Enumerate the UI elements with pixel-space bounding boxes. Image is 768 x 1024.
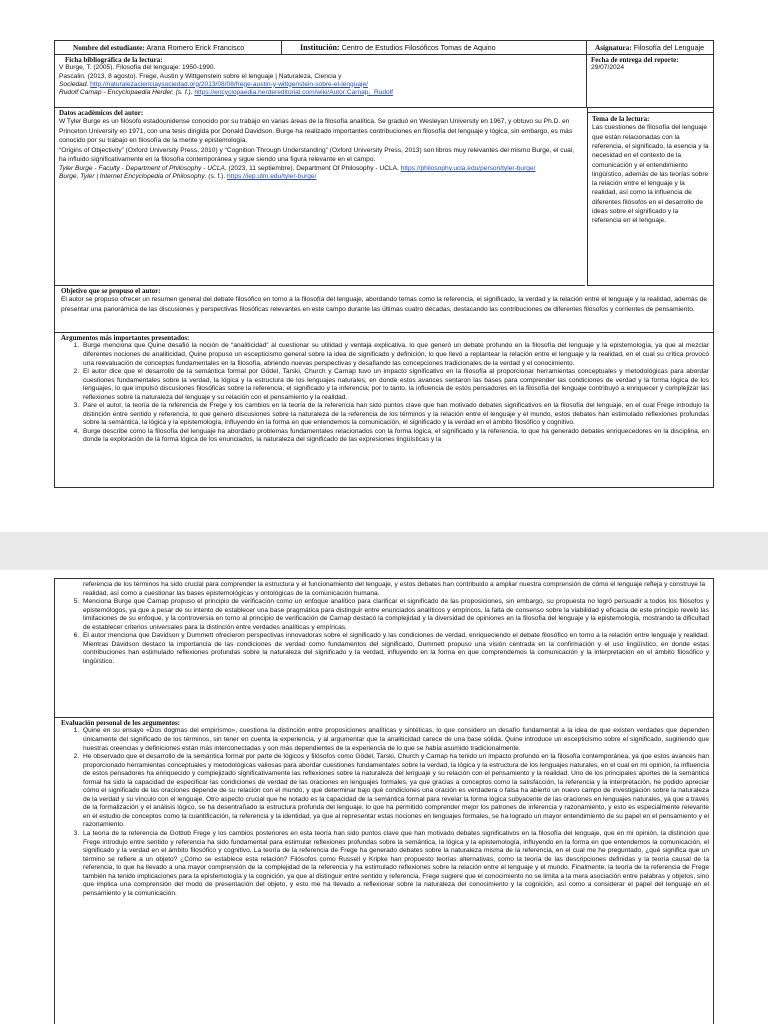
ficha-ref-1 (59, 64, 582, 72)
ficha-ref-1-text: V Burge, T. (2005). Filosofía del lenguaje: 1950-1990. (59, 64, 216, 72)
ficha-ref-4-link[interactable]: https://encyclopaedia.herdereditorial.com/wiki/Autor:Carnap,_Rudolf (194, 88, 394, 96)
report-form-page-1 (54, 40, 714, 488)
ficha-ref-3 (59, 81, 582, 89)
argumento-item-6: 6. El autor menciona que Davidson y Dummett ofrecieron perspectivas innovadoras sobre el significado y las condiciones de verdad, enriqueciendo el debate filosófico en torno a la relación entre lenguaje y realidad. Mientras Davidson destacó la importancia de las condiciones de verdad como fundamentos del significado, Dummett propuso una visión centrada en la confirmación y el uso lingüístico, en donde estas contribuciones han estimulado reflexiones profundas sobre la naturaleza del significado y la verdad, influyendo en la forma en que comprendemos la comunicación y la interpretación en el ámbito filosófico y lingüístico. (81, 632, 709, 666)
evaluacion-item-2: 2. He observado que el desarrollo de la semántica formal por parte de lógicos y filósofos como Gödel, Tarski, Church y Carnap ha tenido un impacto profundo en la filosofía contemporánea, ya que estos avances han proporcionado herramientas conceptuales y metodológicas valiosas para abordar cuestiones fundamentales sobre la verdad, la lógica y la estructura de los lenguajes naturales, en el cual en mi opinión, la influencia de estos pensadores ha enriquecido y complejizado significativamente las reflexiones sobre la naturaleza del lenguaje y su relación con el pensamiento y la realidad. Uno de los principales aportes de la semántica formal ha sido la capacidad de especificar las condiciones de verdad de las oraciones en lenguajes formales, ya que gracias a conceptos como la satisfacción, la referencia y la interpretación, he podido apreciar cómo el significado de las oraciones depende de su relación con el mundo, y que determinar bajo qué condiciones una oración es verdadera o falsa ha abierto un nuevo campo de investigación sobre la naturaleza de la verdad y su vínculo con el lenguaje. Otro aspecto crucial que he notado es la capacidad de la semántica formal para revelar la forma lógica subyacente de las oraciones en lenguajes naturales, ya que a través de la formalización y el análisis lógico, se ha desentrañado la estructura profunda del lenguaje, lo que ha permitido comprender mejor los patrones de inferencia y razonamiento, y esto es especialmente relevante en el estudio de conceptos como la cuantificación, la referencia y la identidad, ya que al representar estas nociones en lenguajes formales, se ha logrado un mayor entendimiento de su papel en el pensamiento y el razonamiento. (81, 753, 709, 830)
argumento-item-3: 3. Pare el autor, la teoría de la referencia de Frege y los cambios en la teoría de la referencia han sido puntos clave que han motivado debates significativos en la filosofía del lenguaje, en el cual Frege introdujo la distinción entre sentido y referencia, lo que generó discusiones sobre la naturaleza de la referencia de los términos y la relación entre el lenguaje y el mundo, estos debates han estimulado reflexiones profundas sobre la semántica, la lógica y la epistemología, influyendo en la forma en que entendemos la comunicación, el significado y la verdad en el ámbito filosófico y cognitivo. (81, 402, 709, 428)
document-page-2 (0, 570, 768, 1024)
datos-ref-1-title: Tyler Burge - Faculty - Department of Philosophy - UCLA (59, 164, 225, 172)
argumento-item-4: 4. Burge describe como la filosofía del lenguaje ha abordado problemas fundamentales relacionados con la forma lógica, el significado y la referencia, lo que ha generado debates enriquecedores en la disciplina, en donde la exploración de la forma lógica de los enunciados, la naturaleza del significado de las expresiones lingüísticas y la (81, 428, 709, 445)
objetivo-text: El autor se propuso ofrecer un resumen general del debate filosófico en torno a la filosofía del lenguaje, abordando temas como la referencia, el significado, la verdad y la relación entre el lenguaje y la realidad, además de presentar una panorámica de las discusiones y perspectivas filosóficas relevantes en este campo durante las últimas cuatro décadas, destacando las contribuciones de diferentes filósofos y corrientes de pensamiento. (61, 296, 707, 313)
objetivo-cell (55, 286, 713, 332)
ficha-ref-4 (59, 89, 582, 97)
student-cell (55, 41, 282, 54)
datos-bio: W Tyler Burge es un filósofo estadounidense conocido por su trabajo en varias áreas de la filosofía analítica. Se graduó en Wesleyan University en 1967, y obtuvo su Ph.D. en Princeton University en 1971, con una tesis dirigida por Donald Davidson. Burge ha realizado importantes contribuciones en filosofía del lenguaje y lógica, sin embargo, es más conocido por su trabajo en filosofía de la mente y epistemología. (59, 118, 573, 145)
header-row (55, 41, 713, 55)
datos-ref-2-title: Burge, Tyler | Internet Encyclopedia of Philosophy (59, 173, 205, 180)
evaluacion-row (55, 718, 713, 1024)
tema-cell (587, 108, 713, 286)
argumentos-continued-row (55, 579, 713, 718)
datos-ref-1-link[interactable]: https://philosophy.ucla.edu/person/tyler-burge/ (400, 164, 536, 172)
argumentos-cell (55, 333, 713, 487)
datos-books: “Origins of Objectivity” (Oxford University Press, 2010) y “Cognition Through Understanding” (Oxford University Press, 2013) son libros muy relevantes del mismo Burge, el cual, ha influido significativamente en la filosofía contemporánea y sigue siendo una figura relevante en el campo. (59, 146, 575, 164)
evaluacion-item-3: 3. La teoría de la referencia de Gottlob Frege y los cambios posteriores en esta teoría han sido puntos clave que han motivado debates significativos en la filosofía del lenguaje, que en mi opinión, la distinción que Frege introdujo entre sentido y referencia ha sido fundamental para estimular reflexiones profundas sobre la semántica, la lógica y la epistemología, influyendo en la forma en que entendemos la comunicación, el significado y la verdad en el ámbito filosófico y cognitivo. La teoría de la referencia de Frege ha generado debates sobre la naturaleza misma de la referencia, en el cual me he preguntado, ¿qué significa que un término se refiere a un objeto? ¿Cómo se establece esta relación? Filósofos como Russell y Kripke han propuesto teorías alternativas, como la teoría de las descripciones definidas y la teoría causal de la referencia, lo que ha llevado a una mayor comprensión de la complejidad de la referencia y ha estimulado reflexiones sobre la relación entre el lenguaje y el mundo. Finalmente, la teoría de la referencia de Frege también ha tenido implicaciones para la epistemología y la cognición, ya que al distinguir entre sentido y referencia, Frege sugiere que el conocimiento no se limita a la mera asociación entre palabras y objetos, sino que implica una comprensión del modo de presentación del objeto, y esto me ha llevado a reflexionar sobre la naturaleza del conocimiento y la cognición, así como a considerar el papel del lenguaje en el pensamiento y la comunicación. (81, 830, 709, 898)
argumentos-list-continued (61, 598, 709, 666)
ficha-ref-3-source: Sociedad. (59, 80, 91, 88)
datos-cell (55, 108, 585, 285)
argumento-item-1: 1. Burge menciona que Quine desafió la noción de “analiticidad” al cuestionar su utilidad y ventaja explicativa, lo que generó un debate profundo en la filosofía del lenguaje y la epistemología, ya que al mezclar diferentes nociones de analiticidad, Quine propuso un escepticismo general sobre la idea de significado y definición, lo que llevó a replantear la relación entre el lenguaje y la realidad, en el cual su crítica provocó una reevaluación de conceptos fundamentales en la filosofía, abriendo nuevas perspectivas y desafiando las concepciones tradicionales de la verdad y el conocimiento. (81, 342, 709, 368)
objetivo-label: Objetivo que se propuso el autor: (61, 287, 161, 295)
objetivo-row (55, 286, 713, 333)
ficha-ref-4-source: Rudolf Carnap - Encyclopaedia Herder. (s. f.). (59, 88, 195, 96)
datos-ref-2-date: . (s. f.). (204, 173, 227, 180)
ficha-ref-2: Pascalin. (2013, 8 agosto). Frege, Austin y Wittgenstein sobre el lenguaje | Naturaleza, Ciencia y (59, 72, 342, 80)
subject-label: Asignatura: (595, 44, 632, 52)
datos-ref-1 (59, 165, 581, 173)
student-label: Nombre del estudiante: (73, 44, 145, 52)
argumentos-label: Argumentos más importantes presentados: (61, 334, 190, 342)
subject-name: Filosofía del Lenguaje (633, 43, 705, 52)
tema-text: Las cuestiones de filosofía del lenguaje que están relacionadas con la referencia, el significado, la esencia y la necesidad en el contexto de la comunicación y el entendimiento lingüístico, además de las teorías sobre la relación entre el lenguaje y la realidad, así como la influencia de diferentes filósofos en el desarrollo de ideas sobre el significado y la referencia en el lenguaje. (592, 124, 709, 225)
fecha-cell (587, 55, 713, 107)
ficha-label: Ficha bibliográfica de la lectura: (65, 56, 163, 64)
argumento-item-4-continuation: referencia de los términos ha sido crucial para comprender la estructura y el funcionamiento del lenguaje, y estos debates han contribuido a ampliar nuestra comprensión de cómo el lenguaje refleja y construye la realidad, así como a cuestionar las bases epistemológicas y ontológicas de la comunicación humana. (83, 581, 705, 597)
evaluacion-list (61, 727, 709, 898)
fecha-label: Fecha de entrega del reporte: (591, 56, 679, 64)
argumentos-continued-cell (55, 579, 713, 717)
subject-cell (587, 41, 713, 54)
datos-row (55, 108, 585, 286)
student-name: Arana Romero Erick Francisco (146, 43, 245, 52)
datos-ref-1-date: . (2023, 11 septiembre). Department Of Philosophy - UCLA. (224, 164, 401, 172)
evaluacion-label: Evaluación personal de los argumentos: (61, 719, 181, 727)
argumentos-list (61, 342, 709, 445)
datos-label: Datos académicos del autor: (59, 109, 144, 117)
ficha-row (55, 55, 713, 108)
fecha-value: 29/07/2024 (591, 64, 625, 72)
argumentos-row (55, 333, 713, 487)
evaluacion-cell (55, 718, 713, 1024)
report-form-page-2 (54, 578, 714, 1024)
ficha-cell (55, 55, 587, 107)
institution-cell (282, 41, 587, 54)
argumento-item-5: 5. Menciona Burge que Carnap propuso el principio de verificación como un enfoque analítico para clarificar el significado de las proposiciones, sin embargo, su propuesta no logró persuadir a todos los filósofos y epistemólogos, ya que a pesar de su intento de establecer una base pragmática para distinguir entre enunciados analíticos y empíricos, la falta de consenso sobre la viabilidad y eficacia de este principio reveló las limitaciones de su enfoque, y la controversia en torno al principio de verificación de Carnap destacó la complejidad y la diversidad de opiniones en la filosofía del lenguaje y la epistemología, mostrando la dificultad de establecer criterios universales para la distinción entre verdades analíticas y empíricas. (81, 598, 709, 632)
tema-label: Tema de la lectura: (592, 115, 650, 123)
ficha-ref-3-link[interactable]: http://naturalezacienciaysociedad.org/2013/08/08/frege-austin-y-wittgenstein-sobre-el-lenguaje/ (90, 80, 369, 88)
evaluacion-item-1: 1. Quine en su ensayo «Dos dogmas del empirismo», cuestiona la distinción entre proposiciones analíticas y sintéticas, lo que considero un desafío fundamental a la idea de que existen verdades que dependen únicamente del significado de los términos, sin tener en cuenta la experiencia, y al argumentar que la analiticidad carece de una base sólida, Quine introduce un escepticismo sobre el significado, sugiriendo que nuestras creencias y definiciones están más interconectadas y son más dependientes de la experiencia de lo que se había asumido tradicionalmente. (81, 727, 709, 753)
institution-label: Institución: (300, 43, 340, 52)
institution-name: Centro de Estudios Filosóficos Tomas de Aquino (341, 43, 496, 52)
datos-ref-2-link[interactable]: https://iep.utm.edu/tyler-burge/ (227, 173, 317, 180)
argumento-item-2: 2. El autor dice que el desarrollo de la semántica formal por Gödel, Tarski, Church y Carnap tuvo un impacto significativo en la filosofía al proporcionar herramientas conceptuales y metodológicas para abordar cuestiones fundamentales sobre la verdad, la lógica y la estructura de los lenguajes naturales, en donde estos avances sentaron las bases para comprender las condiciones de verdad y la forma lógica de los lenguajes, lo que impulsó discusiones filosóficas sobre la referencia, el significado y la inferencia; por lo tanto, la influencia de estos pensadores en la filosofía del lenguaje contribuyó a enriquecer y complejizar las reflexiones sobre la naturaleza del lenguaje y su relación con el pensamiento y la realidad. (81, 368, 709, 402)
datos-ref-2 (59, 173, 581, 181)
